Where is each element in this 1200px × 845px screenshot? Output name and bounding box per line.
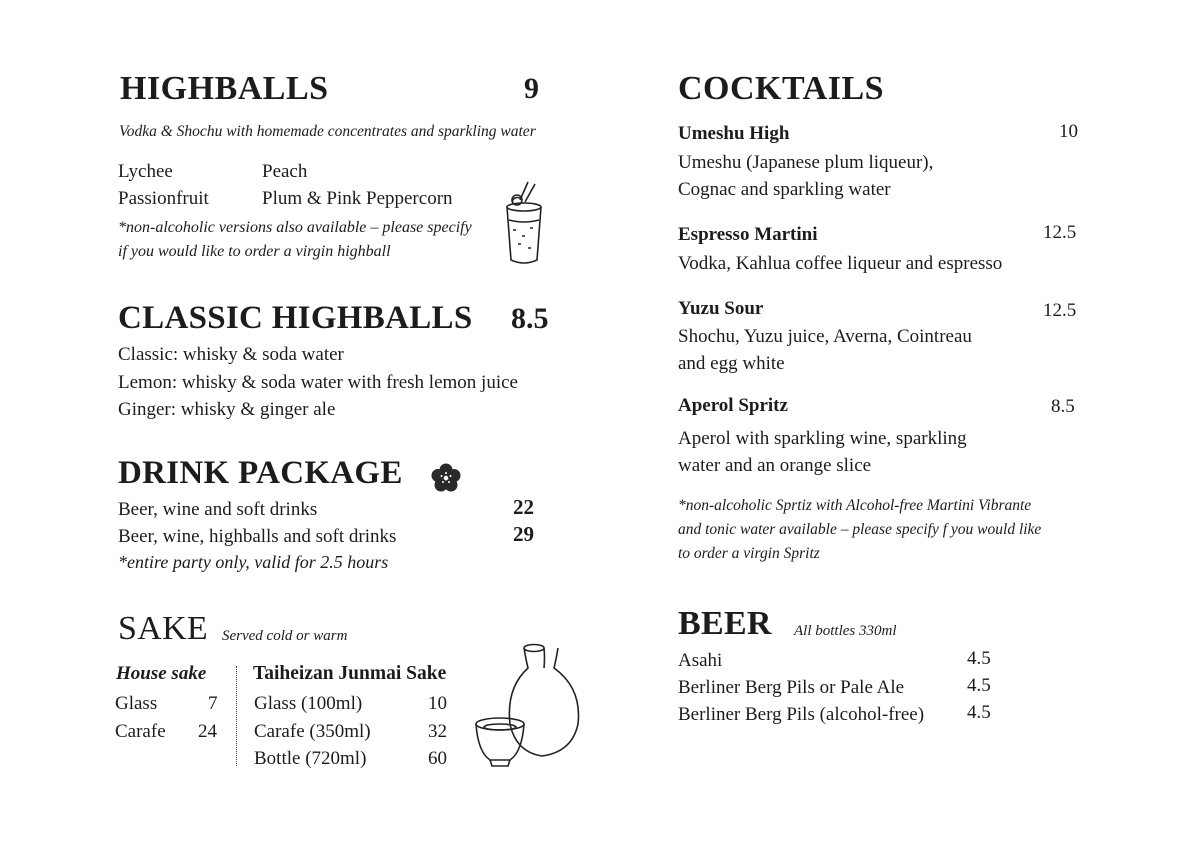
beer-asahi-name: Asahi [678,650,723,671]
sake-title: SAKE [118,610,208,647]
house-sake-carafe-name: Carafe [115,721,166,742]
highballs-title: HIGHBALLS [120,70,329,107]
cocktail-yuzu-desc-2: and egg white [678,353,785,374]
highballs-subtitle: Vodka & Shochu with homemade concentrates and sparkling water [119,123,536,140]
taiheizan-glass-name: Glass (100ml) [254,693,363,714]
cocktail-aperol-price: 8.5 [1051,396,1075,417]
cocktails-note-line3: to order a virgin Spritz [678,545,820,562]
cocktails-note-line2: and tonic water available – please specify f you would like [678,521,1042,538]
highballs-note-line1: *non-alcoholic versions also available – please specify [118,219,472,236]
flavor-peach: Peach [262,161,308,182]
taiheizan-carafe-name: Carafe (350ml) [254,721,371,742]
cocktail-espresso-name: Espresso Martini [678,224,818,245]
cocktail-umeshu-name: Umeshu High [678,123,790,144]
package-item-2-price: 29 [513,522,534,546]
cocktail-yuzu-name: Yuzu Sour [678,298,764,319]
beer-berliner-af-name: Berliner Berg Pils (alcohol-free) [678,704,925,725]
package-item-1-name: Beer, wine and soft drinks [118,499,318,520]
beer-title: BEER [678,605,772,642]
beer-berliner-pils-price: 4.5 [967,675,991,696]
cocktails-title: COCKTAILS [678,70,885,107]
cocktail-aperol-desc-2: water and an orange slice [678,455,872,476]
sake-set-icon [472,640,584,770]
package-note: *entire party only, valid for 2.5 hours [118,552,389,572]
classic-item-lemon: Lemon: whisky & soda water with fresh lemon juice [118,372,518,393]
cocktail-espresso-desc-1: Vodka, Kahlua coffee liqueur and espresso [678,253,1003,274]
taiheizan-bottle-price: 60 [428,748,447,769]
beer-asahi-price: 4.5 [967,648,991,669]
classic-item-ginger: Ginger: whisky & ginger ale [118,399,336,420]
classic-item-classic: Classic: whisky & soda water [118,344,344,365]
taiheizan-carafe-price: 32 [428,721,447,742]
sake-subtitle: Served cold or warm [222,628,348,644]
taiheizan-heading: Taiheizan Junmai Sake [253,663,447,684]
classic-highballs-title: CLASSIC HIGHBALLS [118,300,473,336]
highball-glass-icon [498,180,550,268]
cocktail-umeshu-price: 10 [1059,121,1078,142]
flavor-passionfruit: Passionfruit [118,188,209,209]
house-sake-glass-name: Glass [115,693,158,714]
taiheizan-bottle-name: Bottle (720ml) [254,748,367,769]
house-sake-heading: House sake [116,663,207,684]
highballs-note-line2: if you would like to order a virgin highball [118,243,391,260]
highballs-price: 9 [524,72,539,105]
flavor-plum-pink-peppercorn: Plum & Pink Peppercorn [262,188,453,209]
classic-highballs-price: 8.5 [511,302,549,335]
beer-berliner-pils-name: Berliner Berg Pils or Pale Ale [678,677,905,698]
cocktail-espresso-price: 12.5 [1043,222,1077,243]
package-item-2-name: Beer, wine, highballs and soft drinks [118,526,397,547]
house-sake-carafe-price: 24 [198,721,217,742]
beer-subtitle: All bottles 330ml [794,623,897,639]
cocktail-aperol-desc-1: Aperol with sparkling wine, sparkling [678,428,967,449]
taiheizan-glass-price: 10 [428,693,447,714]
cocktail-yuzu-desc-1: Shochu, Yuzu juice, Averna, Cointreau [678,326,972,347]
package-item-1-price: 22 [513,495,534,519]
cocktail-umeshu-desc-2: Cognac and sparkling water [678,179,891,200]
sake-column-divider [236,666,237,766]
drink-package-title: DRINK PACKAGE [118,455,403,491]
house-sake-glass-price: 7 [208,693,218,714]
cocktail-umeshu-desc-1: Umeshu (Japanese plum liqueur), [678,152,934,173]
flavor-lychee: Lychee [118,161,173,182]
beer-berliner-af-price: 4.5 [967,702,991,723]
cocktail-aperol-name: Aperol Spritz [678,395,788,416]
plum-blossom-icon [431,463,461,493]
cocktails-note-line1: *non-alcoholic Sprtiz with Alcohol-free Martini Vibrante [678,497,1032,514]
cocktail-yuzu-price: 12.5 [1043,300,1077,321]
